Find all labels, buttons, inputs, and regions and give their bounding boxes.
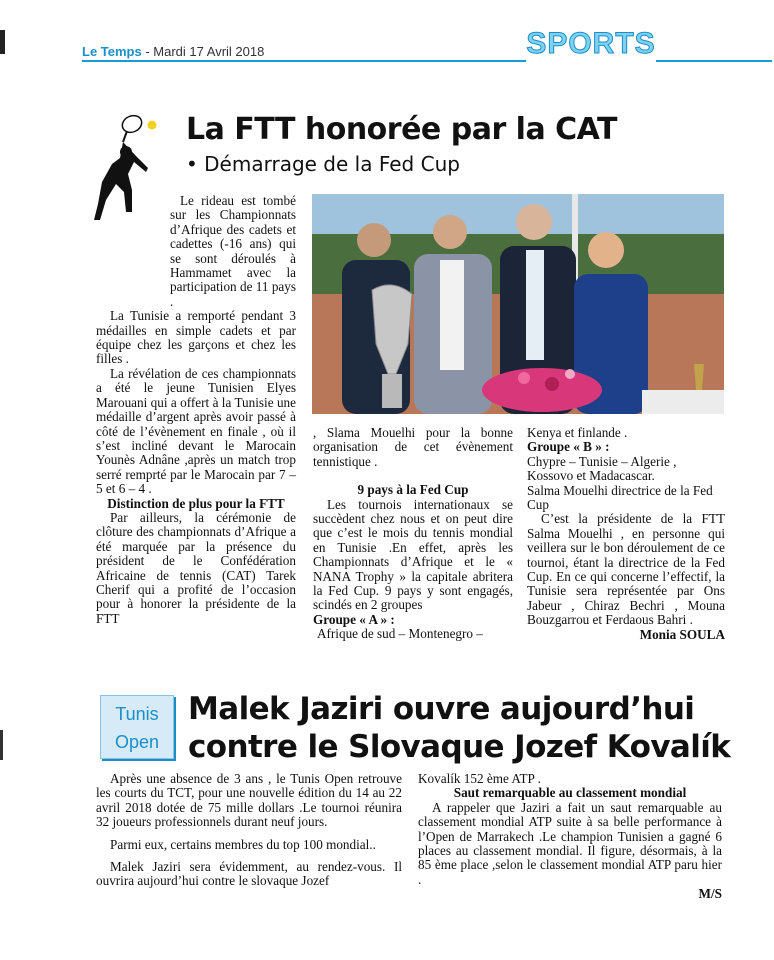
article-column-1 [96,194,296,626]
paragraph: Par ailleurs, la cérémonie de clôture des championnats d’Afrique a été marquée par la présence du président de le Confédération Africaine de tennis (CAT) Tarek Cherif qui a profité de l’occasion pour à honorer la présidente de la FTT [96,509,296,626]
group-list: Chypre – Tunisie – Algerie , Kossovo et Madacascar. [527,453,677,484]
paragraph: Kenya et finlande . [527,425,628,440]
article-column-2 [313,426,513,642]
paragraph: La révélation de ces championnats a été le jeune Tunisien Elyes Marouani qui a offert à la Tunisie une médaille d’argent après avoir passé à côté de l’évènement en finale , où il s’est incliné devant le Marocain Younès Adnâne ,après un match trop serré remprté par le Marocain par 7 – 5 et 6 – 4 . [96,365,296,497]
headline-line: Malek Jaziri ouvre aujourd’hui [188,691,695,727]
tag-line: Open [114,732,160,752]
paragraph: , Slama Mouelhi pour la bonne organisation de cet évènement tennistique . [313,425,513,469]
group-list: Afrique de sud – Montenegro – [317,626,483,642]
section-subheading: Distinction de plus pour la FTT [107,495,285,511]
page-edge-mark [0,30,5,54]
paragraph: Kovalík 152 ème ATP . [418,771,541,786]
paragraph: Le rideau est tombé sur les Championnats d’Afrique des cadets et cadettes (-16 ans) qui se sont déroulés à Hammamet avec la participation de 11 pays . [170,193,296,309]
tag-line: Tunis [115,704,159,724]
author-signature: Monia SOULA [639,626,725,642]
article-headline-2 [188,690,730,766]
article-headline: La FTT honorée par la CAT [186,112,618,147]
paragraph: C’est la présidente de la FTT Salma Mouelhi , en personne qui veillera sur le bon déroulement de ce tournoi, étant la directrice de la Fed Cup. En ce qui concerne l’effectif, la Tunisie sera représentée par Ons Jabeur , Chiraz Bechri , Mouna Bouzgarrou et Ferdaous Bahri . [527,511,725,628]
section-subheading: 9 pays à la Fed Cup [357,482,469,498]
group-heading: Groupe « B » : [527,439,610,455]
issue-date: - Mardi 17 Avril 2018 [145,44,265,59]
paragraph: Les tournois internationaux se succèdent chez nous et on peut dire que c’est le mois du tennis mondial en Tunisie .En effet, après les Championnats d’Afrique et le « NANA Trophy » la capitale abritera la Fed Cup. 9 pays y sont engagés, scindés en 2 groupes [313,496,513,613]
author-signature: M/S [698,886,722,902]
paragraph: Salma Mouelhi directrice de la Fed Cup [527,482,713,513]
paragraph: A rappeler que Jaziri a fait un saut remarquable au classement mondial ATP suite à sa belle performance à l’Open de Marrakech .Le champion Tunisien a gagné 6 places au classement mondial. Il figure, désormais, à la 85 ème place ,selon le classement mondial ATP paru hier . [418,799,722,887]
section-subheading: Saut remarquable au classement mondial [453,785,687,801]
paragraph: Malek Jaziri sera évidemment, au rendez-vous. Il ouvrira aujourd’hui contre le slovaque Jozef [96,859,402,889]
article-subheadline: • Démarrage de la Fed Cup [186,152,460,176]
group-heading: Groupe « A » : [313,611,395,627]
masthead [82,44,264,59]
tunis-open-tag [100,695,174,759]
article2-column-1 [96,772,402,889]
paragraph: Parmi eux, certains membres du top 100 mondial.. [110,836,376,852]
paragraph: Après une absence de 3 ans , le Tunis Open retrouve les courts du TCT, pour une nouvelle édition du 14 au 22 avril 2018 dotée de 75 mille dollars .Le tournoi réunira 32 joueurs professionnels durant neuf jours. [96,771,402,830]
article-column-3 [527,426,725,642]
article2-column-2 [418,772,722,902]
ceremony-photo [312,194,724,414]
paper-name: Le Temps [82,44,142,59]
section-title: SPORTS [526,27,656,60]
masthead-rule [82,60,772,62]
paragraph: La Tunisie a remporté pendant 3 médailles en simple cadets et par équipe chez les garçons et chez les filles . [96,308,296,367]
page-edge-mark [0,730,3,760]
headline-line: contre le Slovaque Jozef Kovalík [188,729,731,765]
